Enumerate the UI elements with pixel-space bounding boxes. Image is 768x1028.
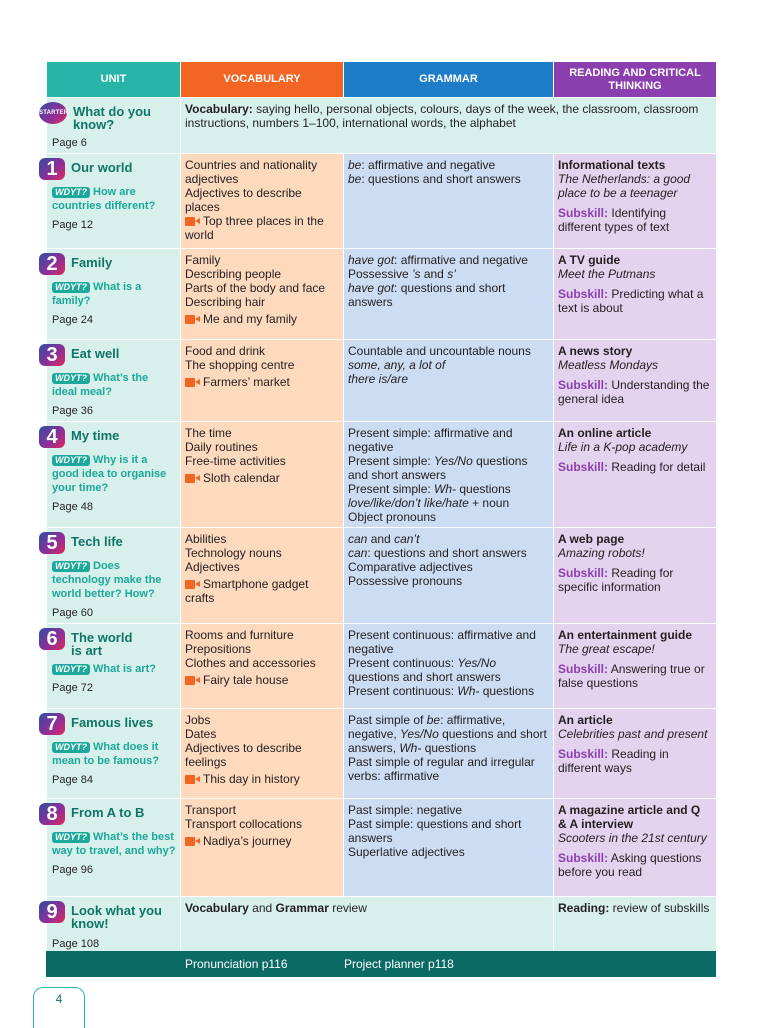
starter-vocab-text: saying hello, personal objects, colours, days of the week, the classroom, classroom instructions, numbers 1–100, international words, the alphabet (185, 102, 699, 130)
video-camera-icon (185, 315, 200, 324)
vocabulary-cell (181, 154, 344, 249)
grammar-cell (344, 422, 554, 528)
review-reading-cell: Reading: review of subskills (554, 897, 717, 955)
unit-page[interactable]: Page 24 (52, 314, 93, 326)
subskill: Subskill: Asking questions before you read (558, 851, 702, 879)
subskill: Subskill: Reading for detail (558, 460, 706, 474)
header-grammar: GRAMMAR (344, 62, 554, 98)
header-unit: UNIT (47, 62, 181, 98)
vocabulary-cell (181, 528, 344, 624)
vocab-item: Clothes and accessories (185, 656, 316, 670)
wdyt-question: What does it mean to be famous? (52, 741, 159, 767)
reading-type: A magazine article and Q & A interview (558, 803, 701, 831)
wdyt-badge: WDYT? (52, 282, 90, 293)
reading-cell (554, 528, 717, 624)
vocab-item: Family (185, 253, 221, 267)
wdyt-question: Does technology make the world better? How? (52, 560, 162, 600)
table-row (47, 624, 717, 709)
table-row (47, 799, 717, 897)
grammar-item: Comparative adjectives (348, 560, 473, 574)
vocab-item: Jobs (185, 713, 211, 727)
grammar-item: Past simple of be: affirmative, negative, Yes/No questions and short answers, Wh- questions (348, 713, 547, 755)
grammar-item: can and can’t (348, 532, 420, 546)
video-title: Me and my family (203, 312, 298, 326)
grammar-cell (344, 709, 554, 799)
grammar-item: Present simple: Yes/No questions and short answers (348, 454, 528, 482)
table-row (47, 422, 717, 528)
starter-vocabulary-cell (181, 98, 717, 154)
grammar-cell (344, 799, 554, 897)
table-row (47, 709, 717, 799)
header-vocabulary: VOCABULARY (181, 62, 344, 98)
unit-cell (47, 799, 181, 897)
reading-type: An article (558, 713, 613, 727)
video-title: Fairy tale house (203, 673, 289, 687)
unit-title[interactable]: From A to B (71, 805, 145, 820)
wdyt-question: How are countries different? (52, 186, 156, 212)
vocab-item: Countries and nationality adjectives (185, 158, 318, 186)
grammar-item: be: affirmative and negative (348, 158, 496, 172)
video-camera-icon (185, 217, 200, 226)
vocab-item: Transport collocations (185, 817, 302, 831)
unit-number-badge: 3 (39, 344, 65, 366)
review-vocab-grammar-cell: Vocabulary and Grammar review (181, 897, 554, 955)
reading-type: A news story (558, 344, 633, 358)
reading-title: Scooters in the 21st century (558, 831, 707, 845)
vocab-item: Describing people (185, 267, 282, 281)
subskill: Subskill: Answering true or false questions (558, 662, 705, 690)
grammar-item: have got: affirmative and negative (348, 253, 528, 267)
unit-cell (47, 897, 181, 955)
vocab-item: Abilities (185, 532, 227, 546)
unit-cell (47, 624, 181, 709)
reading-type: A web page (558, 532, 625, 546)
video-camera-icon (185, 676, 200, 685)
vocabulary-cell (181, 340, 344, 422)
video-item[interactable] (185, 673, 339, 687)
unit-cell (47, 154, 181, 249)
video-camera-icon (185, 378, 200, 387)
grammar-item: Present continuous: Yes/No questions and short answers (348, 656, 501, 684)
video-title: This day in history (203, 772, 300, 786)
grammar-item: be: questions and short answers (348, 172, 521, 186)
reading-title: Life in a K-pop academy (558, 440, 688, 454)
grammar-item: Past simple: negative (348, 803, 463, 817)
grammar-item: Countable and uncountable nouns (348, 344, 531, 358)
reading-type: An entertainment guide (558, 628, 693, 642)
wdyt-question: What is art? (93, 663, 156, 675)
video-title: Farmers’ market (203, 375, 290, 389)
reading-cell (554, 340, 717, 422)
video-item[interactable] (185, 471, 339, 485)
grammar-cell (344, 154, 554, 249)
wdyt-badge: WDYT? (52, 664, 90, 675)
grammar-item: love/like/don’t like/hate + noun (348, 496, 510, 510)
table-row (47, 154, 717, 249)
footer-bar (46, 951, 716, 977)
video-item[interactable] (185, 312, 339, 326)
reading-title: Meet the Putmans (558, 267, 656, 281)
wdyt-badge: WDYT? (52, 187, 90, 198)
video-camera-icon (185, 580, 200, 589)
table-row (47, 98, 717, 154)
wdyt-question: What’s the ideal meal? (52, 372, 149, 398)
reading-type: A TV guide (558, 253, 621, 267)
reading-title: The Netherlands: a good place to be a teenager (558, 172, 691, 200)
unit-page[interactable]: Page 72 (52, 682, 93, 694)
grammar-item: Present simple: Wh- questions (348, 482, 511, 496)
video-item[interactable] (185, 834, 339, 848)
grammar-item: Past simple of regular and irregular verbs: affirmative (348, 755, 535, 783)
unit-page[interactable]: Page 36 (52, 405, 93, 417)
unit-title[interactable]: Famous lives (71, 715, 154, 730)
grammar-cell (344, 528, 554, 624)
grammar-cell (344, 249, 554, 340)
grammar-item: Present continuous: Wh- questions (348, 684, 535, 698)
unit-number-badge: 9 (39, 901, 65, 923)
video-camera-icon (185, 775, 200, 784)
subskill: Subskill: Predicting what a text is about (558, 287, 704, 315)
vocab-item: The time (185, 426, 232, 440)
grammar-item: Possessive pronouns (348, 574, 463, 588)
video-title: Nadiya’s journey (203, 834, 292, 848)
unit-page[interactable]: Page 84 (52, 774, 93, 786)
grammar-cell (344, 340, 554, 422)
table-row (47, 340, 717, 422)
wdyt-badge: WDYT? (52, 832, 90, 843)
unit-number-badge: 5 (39, 532, 65, 554)
video-title: Top three places in the world (185, 214, 324, 242)
wdyt-badge: WDYT? (52, 373, 90, 384)
reading-cell (554, 799, 717, 897)
reading-type: Informational texts (558, 158, 666, 172)
subskill: Subskill: Identifying different types of text (558, 206, 670, 234)
header-reading: READING AND CRITICAL THINKING (554, 62, 717, 98)
grammar-item: have got: questions and short answers (348, 281, 506, 309)
subskill: Subskill: Reading for specific information (558, 566, 674, 594)
vocabulary-cell (181, 624, 344, 709)
starter-badge: STARTER (39, 102, 67, 124)
review-reading-label: Reading: (558, 901, 610, 915)
reading-title: Celebrities past and present (558, 727, 708, 741)
vocabulary-cell (181, 249, 344, 340)
wdyt-badge: WDYT? (52, 742, 90, 753)
unit-cell (47, 340, 181, 422)
unit-cell (39, 98, 181, 154)
reading-cell (554, 154, 717, 249)
unit-title[interactable]: Family (71, 255, 113, 270)
grammar-item: Past simple: questions and short answers (348, 817, 522, 845)
vocab-item: Prepositions (185, 642, 252, 656)
unit-title[interactable]: Eat well (71, 346, 120, 361)
grammar-item: Present continuous: affirmative and negative (348, 628, 536, 656)
video-item[interactable] (185, 375, 339, 389)
wdyt-badge: WDYT? (52, 561, 90, 572)
vocab-item: Parts of the body and face (185, 281, 326, 295)
page-number: 4 (33, 987, 85, 1028)
vocab-item: Free-time activities (185, 454, 286, 468)
unit-title[interactable]: Tech life (71, 534, 123, 549)
table-row (47, 897, 717, 955)
unit-cell (47, 528, 181, 624)
table-row (47, 528, 717, 624)
unit-title[interactable]: Our world (71, 160, 133, 175)
unit-title[interactable]: What do you know? (73, 104, 151, 132)
vocab-item: The shopping centre (185, 358, 295, 372)
video-title: Sloth calendar (203, 471, 280, 485)
unit-page[interactable]: Page 108 (52, 938, 100, 950)
table-row (47, 249, 717, 340)
wdyt-badge: WDYT? (52, 455, 90, 466)
grammar-cell (344, 624, 554, 709)
reading-cell (554, 624, 717, 709)
vocab-item: Adjectives to describe feelings (185, 741, 302, 769)
video-camera-icon (185, 837, 200, 846)
wdyt-question: Why is it a good idea to organise your time? (52, 454, 167, 494)
unit-number-badge: 6 (39, 628, 65, 650)
wdyt-question: What’s the best way to travel, and why? (52, 831, 176, 857)
video-item[interactable] (185, 214, 339, 242)
reading-type: An online article (558, 426, 652, 440)
unit-cell (47, 709, 181, 799)
vocab-item: Adjectives (185, 560, 240, 574)
vocabulary-cell (181, 799, 344, 897)
reading-title: Meatless Mondays (558, 358, 659, 372)
vocab-item: Rooms and furniture (185, 628, 294, 642)
unit-number-badge: 4 (39, 426, 65, 448)
video-camera-icon (185, 474, 200, 483)
video-item[interactable] (185, 772, 339, 786)
grammar-item: Present simple: affirmative and negative (348, 426, 513, 454)
unit-number-badge: 8 (39, 803, 65, 825)
vocabulary-cell (181, 709, 344, 799)
unit-title[interactable]: My time (71, 428, 120, 443)
grammar-item: there is/are (348, 372, 409, 386)
reading-cell (554, 709, 717, 799)
project-planner-link[interactable]: Project planner p118 (344, 957, 454, 971)
vocab-item: Describing hair (185, 295, 266, 309)
vocabulary-cell (181, 422, 344, 528)
unit-number-badge: 7 (39, 713, 65, 735)
review-vocab-label: Vocabulary (185, 901, 249, 915)
unit-cell (47, 422, 181, 528)
subskill: Subskill: Reading in different ways (558, 747, 669, 775)
vocab-item: Dates (185, 727, 217, 741)
unit-number-badge: 1 (39, 158, 65, 180)
unit-page[interactable]: Page 60 (52, 607, 93, 619)
unit-page[interactable]: Page 96 (52, 864, 93, 876)
reading-cell (554, 422, 717, 528)
pronunciation-link[interactable]: Pronunciation p116 (185, 957, 288, 971)
subskill: Subskill: Understanding the general idea (558, 378, 710, 406)
vocab-item: Food and drink (185, 344, 266, 358)
reading-title: Amazing robots! (558, 546, 645, 560)
unit-number-badge: 2 (39, 253, 65, 275)
vocab-item: Adjectives to describe places (185, 186, 302, 214)
unit-page[interactable]: Page 12 (52, 219, 93, 231)
grammar-item: some, any, a lot of (348, 358, 446, 372)
video-item[interactable] (185, 577, 339, 605)
contents-table (39, 61, 717, 955)
video-title: Smartphone gadget crafts (185, 577, 309, 605)
vocab-item: Daily routines (185, 440, 258, 454)
review-grammar-label: Grammar (275, 901, 329, 915)
unit-page[interactable]: Page 48 (52, 501, 93, 513)
wdyt-question: What is a family? (52, 281, 142, 307)
grammar-item: Possessive ’s and s’ (348, 267, 456, 281)
reading-title: The great escape! (558, 642, 655, 656)
grammar-item: can: questions and short answers (348, 546, 527, 560)
unit-cell (47, 249, 181, 340)
vocab-label: Vocabulary: (185, 102, 253, 116)
header-row (47, 62, 717, 98)
unit-page[interactable]: Page 6 (52, 137, 87, 149)
unit-title[interactable]: The world is art (71, 630, 133, 658)
grammar-item: Object pronouns (348, 510, 437, 524)
vocab-item: Transport (185, 803, 236, 817)
vocab-item: Technology nouns (185, 546, 282, 560)
unit-title[interactable]: Look what you know! (71, 903, 162, 931)
reading-cell (554, 249, 717, 340)
grammar-item: Superlative adjectives (348, 845, 465, 859)
